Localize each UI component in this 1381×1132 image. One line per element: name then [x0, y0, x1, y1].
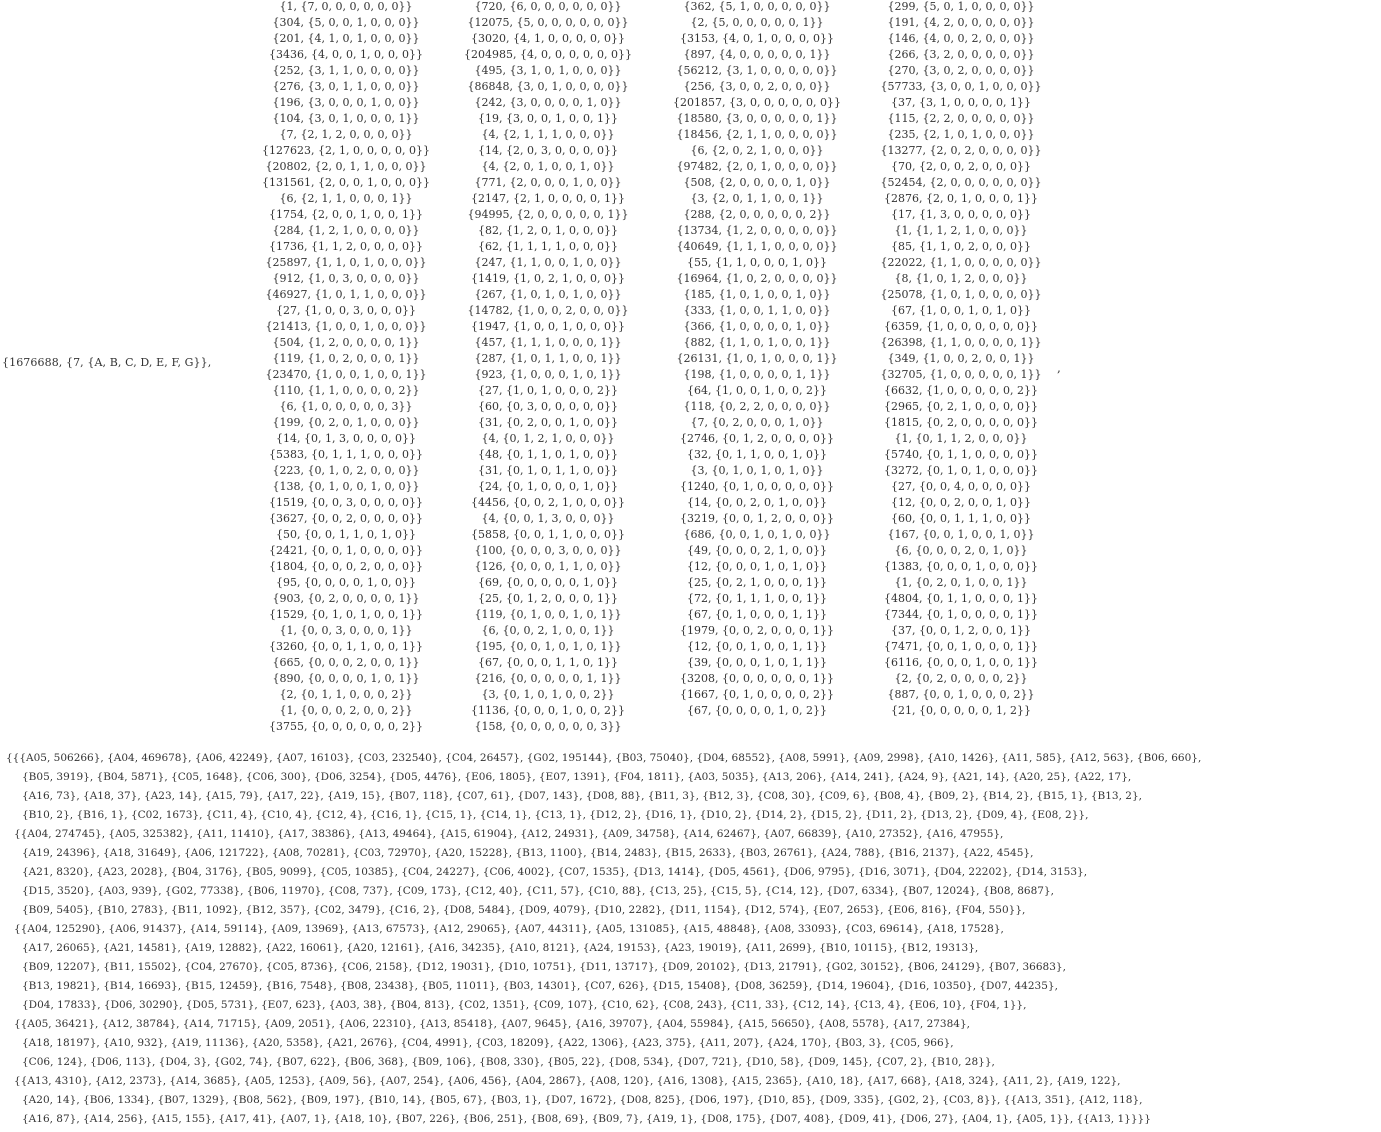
column-entry: {31, {0, 2, 0, 0, 1, 0, 0}}	[478, 416, 618, 429]
column-entry: {31, {0, 1, 0, 1, 1, 0, 0}}	[478, 464, 618, 477]
column-entry: {3260, {0, 0, 1, 1, 0, 0, 1}}	[269, 640, 423, 653]
output-prefix: {1676688, {7, {A, B, C, D, E, F, G}},	[2, 356, 212, 369]
column-entry: {1529, {0, 1, 0, 1, 0, 0, 1}}	[269, 608, 423, 621]
column-entry: {504, {1, 2, 0, 0, 0, 0, 1}}	[272, 336, 420, 349]
column-entry: {19, {3, 0, 0, 1, 0, 0, 1}}	[478, 112, 618, 125]
column-entry: {1754, {2, 0, 0, 1, 0, 0, 1}}	[269, 208, 423, 221]
column-entry: {27, {0, 0, 4, 0, 0, 0, 0}}	[891, 480, 1031, 493]
column-entry: {39, {0, 0, 0, 1, 0, 1, 1}}	[687, 656, 827, 669]
list-line: {{A13, 4310}, {A12, 2373}, {A14, 3685}, {A05, 1253}, {A09, 56}, {A07, 254}, {A06, 456}, {A04, 2867}, {A08, 120}, {A16, 1308}, {A15, 2365}, {A10, 18}, {A17, 668}, {A18, 324}, {A11, 2}, {A19, 122},	[14, 1075, 1121, 1087]
column-entry: {70, {2, 0, 0, 2, 0, 0, 0}}	[891, 160, 1031, 173]
column-entry: {97482, {2, 0, 1, 0, 0, 0, 0}}	[676, 160, 838, 173]
column-entry: {349, {1, 0, 0, 2, 0, 0, 1}}	[887, 352, 1035, 365]
column-entry: {37, {3, 1, 0, 0, 0, 0, 1}}	[891, 96, 1031, 109]
column-entry: {22022, {1, 1, 0, 0, 0, 0, 0}}	[880, 256, 1042, 269]
column-entry: {267, {1, 0, 1, 0, 1, 0, 0}}	[474, 288, 622, 301]
column-entry: {25897, {1, 1, 0, 1, 0, 0, 0}}	[265, 256, 427, 269]
list-line: {A20, 14}, {B06, 1334}, {B07, 1329}, {B08, 562}, {B09, 197}, {B10, 14}, {B05, 67}, {B03, 1}, {D07, 1672}, {D08, 825}, {D06, 197}, {D10, 85}, {D09, 335}, {G02, 2}, {C03, 8}}, {{A13, 351}, {A12, 118},	[22, 1094, 1143, 1106]
column-entry: {12, {0, 0, 1, 0, 0, 1, 1}}	[687, 640, 827, 653]
column-entry: {6632, {1, 0, 0, 0, 0, 0, 2}}	[884, 384, 1038, 397]
column-entry: {12075, {5, 0, 0, 0, 0, 0, 0}}	[467, 16, 629, 29]
column-entry: {110, {1, 1, 0, 0, 0, 0, 2}}	[272, 384, 420, 397]
column-entry: {82, {1, 2, 0, 1, 0, 0, 0}}	[478, 224, 618, 237]
list-line: {A19, 24396}, {A18, 31649}, {A06, 121722}, {A08, 70281}, {C03, 72970}, {A20, 15228}, {B13, 1100}, {B14, 2483}, {B15, 2633}, {B03, 26761}, {A24, 788}, {B16, 2137}, {A22, 4545},	[22, 847, 1034, 859]
column-entry: {24, {0, 1, 0, 0, 0, 1, 0}}	[478, 480, 618, 493]
column-entry: {25, {0, 2, 1, 0, 0, 0, 1}}	[687, 576, 827, 589]
column-entry: {4, {0, 1, 2, 1, 0, 0, 0}}	[481, 432, 615, 445]
column-entry: {69, {0, 0, 0, 0, 0, 1, 0}}	[478, 576, 618, 589]
column-entry: {62, {1, 1, 1, 1, 0, 0, 0}}	[478, 240, 618, 253]
column-entry: {67, {0, 0, 0, 0, 1, 0, 2}}	[687, 704, 827, 717]
column-entry: {1383, {0, 0, 0, 1, 0, 0, 0}}	[884, 560, 1038, 573]
column-entry: {6, {1, 0, 0, 0, 0, 0, 3}}	[279, 400, 413, 413]
column-entry: {201, {4, 1, 0, 1, 0, 0, 0}}	[272, 32, 420, 45]
column-entry: {14, {0, 1, 3, 0, 0, 0, 0}}	[276, 432, 416, 445]
column-entry: {912, {1, 0, 3, 0, 0, 0, 0}}	[272, 272, 420, 285]
column-entry: {40649, {1, 1, 1, 0, 0, 0, 0}}	[676, 240, 838, 253]
column-entry: {2, {0, 2, 0, 0, 0, 0, 2}}	[894, 672, 1028, 685]
column-entry: {8, {1, 0, 1, 2, 0, 0, 0}}	[894, 272, 1028, 285]
column-entry: {6, {0, 0, 2, 1, 0, 0, 1}}	[481, 624, 615, 637]
column-entry: {1136, {0, 0, 0, 1, 0, 0, 2}}	[471, 704, 625, 717]
list-line: {D15, 3520}, {A03, 939}, {G02, 77338}, {B06, 11970}, {C08, 737}, {C09, 173}, {C12, 40}, {C11, 57}, {C10, 88}, {C13, 25}, {C15, 5}, {C14, 12}, {D07, 6334}, {B07, 12024}, {B08, 8687},	[22, 885, 1054, 897]
column-entry: {2746, {0, 1, 2, 0, 0, 0, 0}}	[680, 432, 834, 445]
list-line: {B09, 5405}, {B10, 2783}, {B11, 1092}, {B12, 357}, {C02, 3479}, {C16, 2}, {D08, 5484}, {D09, 4079}, {D10, 2282}, {D11, 1154}, {D12, 574}, {E07, 2653}, {E06, 816}, {F04, 550}},	[22, 904, 1026, 916]
list-line: {B13, 19821}, {B14, 16693}, {B15, 12459}, {B16, 7548}, {B08, 23438}, {B05, 11011}, {B03, 14301}, {C07, 626}, {D15, 15408}, {D08, 36259}, {D14, 19604}, {D16, 10350}, {D07, 44235},	[22, 980, 1058, 992]
column-entry: {3272, {0, 1, 0, 1, 0, 0, 0}}	[884, 464, 1038, 477]
column-entry: {37, {0, 0, 1, 2, 0, 0, 1}}	[891, 624, 1031, 637]
column-entry: {48, {0, 1, 1, 0, 1, 0, 0}}	[478, 448, 618, 461]
column-entry: {27, {1, 0, 0, 3, 0, 0, 0}}	[276, 304, 416, 317]
list-line: {A17, 26065}, {A21, 14581}, {A19, 12882}, {A22, 16061}, {A20, 12161}, {A16, 34235}, {A10, 8121}, {A24, 19153}, {A23, 19019}, {A11, 2699}, {B10, 10115}, {B12, 19313},	[22, 942, 979, 954]
column-entry: {118, {0, 2, 2, 0, 0, 0, 0}}	[683, 400, 831, 413]
column-entry: {7344, {0, 1, 0, 0, 0, 0, 1}}	[884, 608, 1038, 621]
column-entry: {270, {3, 0, 2, 0, 0, 0, 0}}	[887, 64, 1035, 77]
column-entry: {1, {7, 0, 0, 0, 0, 0, 0}}	[279, 0, 413, 13]
column-entry: {14782, {1, 0, 0, 2, 0, 0, 0}}	[467, 304, 629, 317]
column-entry: {288, {2, 0, 0, 0, 0, 0, 2}}	[683, 208, 831, 221]
column-entry: {196, {3, 0, 0, 0, 1, 0, 0}}	[272, 96, 420, 109]
column-entry: {1, {0, 0, 0, 2, 0, 0, 2}}	[279, 704, 413, 717]
column-entry: {6, {2, 0, 2, 1, 0, 0, 0}}	[690, 144, 824, 157]
column-entry: {26131, {1, 0, 1, 0, 0, 0, 1}}	[676, 352, 838, 365]
column-entry: {720, {6, 0, 0, 0, 0, 0, 0}}	[474, 0, 622, 13]
column-entry: {72, {0, 1, 1, 1, 0, 0, 1}}	[687, 592, 827, 605]
column-entry: {115, {2, 2, 0, 0, 0, 0, 0}}	[887, 112, 1035, 125]
column-entry: {119, {1, 0, 2, 0, 0, 0, 1}}	[272, 352, 420, 365]
column-entry: {126, {0, 0, 0, 1, 1, 0, 0}}	[474, 560, 622, 573]
column-entry: {21413, {1, 0, 0, 1, 0, 0, 0}}	[265, 320, 427, 333]
column-entry: {119, {0, 1, 0, 0, 1, 0, 1}}	[474, 608, 622, 621]
list-line: {B10, 2}, {B16, 1}, {C02, 1673}, {C11, 4}, {C10, 4}, {C12, 4}, {C16, 1}, {C15, 1}, {C14, 1}, {C13, 1}, {D12, 2}, {D16, 1}, {D10, 2}, {D14, 2}, {D15, 2}, {D11, 2}, {D13, 2}, {D09, 4}, {E08, 2}},	[22, 809, 1089, 821]
column-entry: {284, {1, 2, 1, 0, 0, 0, 0}}	[272, 224, 420, 237]
column-entry: {6, {0, 0, 0, 2, 0, 1, 0}}	[894, 544, 1028, 557]
column-entry: {457, {1, 1, 1, 0, 0, 0, 1}}	[474, 336, 622, 349]
column-entry: {1, {1, 1, 2, 1, 0, 0, 0}}	[894, 224, 1028, 237]
column-entry: {204985, {4, 0, 0, 0, 0, 0, 0}}	[464, 48, 632, 61]
column-entry: {216, {0, 0, 0, 0, 0, 1, 1}}	[474, 672, 622, 685]
column-entry: {46927, {1, 0, 1, 1, 0, 0, 0}}	[265, 288, 427, 301]
column-entry: {299, {5, 0, 1, 0, 0, 0, 0}}	[887, 0, 1035, 13]
column-entry: {198, {1, 0, 0, 0, 0, 1, 1}}	[683, 368, 831, 381]
column-entry: {6, {2, 1, 1, 0, 0, 0, 1}}	[279, 192, 413, 205]
column-entry: {1, {0, 0, 3, 0, 0, 0, 1}}	[279, 624, 413, 637]
column-entry: {3436, {4, 0, 0, 1, 0, 0, 0}}	[269, 48, 423, 61]
column-entry: {897, {4, 0, 0, 0, 0, 0, 1}}	[683, 48, 831, 61]
list-line: {B09, 12207}, {B11, 15502}, {C04, 27670}, {C05, 8736}, {C06, 2158}, {D12, 19031}, {D10, 10751}, {D11, 13717}, {D09, 20102}, {D13, 21791}, {G02, 30152}, {B06, 24129}, {B07, 36683},	[22, 961, 1066, 973]
column-entry: {3, {2, 0, 1, 1, 0, 0, 1}}	[690, 192, 824, 205]
column-entry: {131561, {2, 0, 0, 1, 0, 0, 0}}	[262, 176, 430, 189]
column-entry: {3, {0, 1, 0, 1, 0, 0, 2}}	[481, 688, 615, 701]
column-entry: {32705, {1, 0, 0, 0, 0, 0, 1}}	[880, 368, 1042, 381]
column-entry: {4, {2, 1, 1, 1, 0, 0, 0}}	[481, 128, 615, 141]
column-entry: {366, {1, 0, 0, 0, 0, 1, 0}}	[683, 320, 831, 333]
column-entry: {56212, {3, 1, 0, 0, 0, 0, 0}}	[676, 64, 838, 77]
column-entry: {20802, {2, 0, 1, 1, 0, 0, 0}}	[265, 160, 427, 173]
column-entry: {25, {0, 1, 2, 0, 0, 0, 1}}	[478, 592, 618, 605]
list-line: {{A04, 125290}, {A06, 91437}, {A14, 59114}, {A09, 13969}, {A13, 67573}, {A12, 29065}, {A07, 44311}, {A05, 131085}, {A15, 48848}, {A08, 33093}, {C03, 69614}, {A18, 17528},	[14, 923, 1004, 935]
list-line: {{{A05, 506266}, {A04, 469678}, {A06, 42249}, {A07, 16103}, {C03, 232540}, {C04, 26457}, {G02, 195144}, {B03, 75040}, {D04, 68552}, {A08, 5991}, {A09, 2998}, {A10, 1426}, {A11, 585}, {A12, 563}, {B06, 660},	[6, 752, 1202, 764]
column-entry: {6116, {0, 0, 0, 1, 0, 0, 1}}	[884, 656, 1038, 669]
column-1	[241, 0, 451, 735]
column-entry: {191, {4, 2, 0, 0, 0, 0, 0}}	[887, 16, 1035, 29]
column-entry: {1804, {0, 0, 0, 2, 0, 0, 0}}	[269, 560, 423, 573]
column-entry: {32, {0, 1, 1, 0, 0, 1, 0}}	[687, 448, 827, 461]
column-entry: {201857, {3, 0, 0, 0, 0, 0, 0}}	[673, 96, 841, 109]
column-entry: {26398, {1, 1, 0, 0, 0, 0, 1}}	[880, 336, 1042, 349]
column-entry: {127623, {2, 1, 0, 0, 0, 0, 0}}	[262, 144, 430, 157]
column-entry: {3, {0, 1, 0, 1, 0, 1, 0}}	[690, 464, 824, 477]
column-entry: {495, {3, 1, 0, 1, 0, 0, 0}}	[474, 64, 622, 77]
column-entry: {12, {0, 0, 2, 0, 0, 1, 0}}	[891, 496, 1031, 509]
column-entry: {18580, {3, 0, 0, 0, 0, 0, 1}}	[676, 112, 838, 125]
column-entry: {21, {0, 0, 0, 0, 0, 1, 2}}	[891, 704, 1031, 717]
column-entry: {50, {0, 0, 1, 1, 0, 1, 0}}	[276, 528, 416, 541]
column-entry: {1947, {1, 0, 0, 1, 0, 0, 0}}	[471, 320, 625, 333]
column-entry: {887, {0, 0, 1, 0, 0, 0, 2}}	[887, 688, 1035, 701]
column-entry: {195, {0, 0, 1, 0, 1, 0, 1}}	[474, 640, 622, 653]
column-entry: {1419, {1, 0, 2, 1, 0, 0, 0}}	[471, 272, 625, 285]
column-entry: {508, {2, 0, 0, 0, 0, 1, 0}}	[683, 176, 831, 189]
column-entry: {242, {3, 0, 0, 0, 0, 1, 0}}	[474, 96, 622, 109]
column-entry: {14, {0, 0, 2, 0, 1, 0, 0}}	[687, 496, 827, 509]
list-line: {A16, 73}, {A18, 37}, {A23, 14}, {A15, 79}, {A17, 22}, {A19, 15}, {B07, 118}, {C07, 61}, {D07, 143}, {D08, 88}, {B11, 3}, {B12, 3}, {C08, 30}, {C09, 6}, {B08, 4}, {B09, 2}, {B14, 2}, {B15, 1}, {B13, 2},	[22, 790, 1142, 802]
column-entry: {146, {4, 0, 0, 2, 0, 0, 0}}	[887, 32, 1035, 45]
column-separator-comma: ,	[1057, 361, 1061, 375]
column-entry: {1240, {0, 1, 0, 0, 0, 0, 0}}	[680, 480, 834, 493]
column-entry: {235, {2, 1, 0, 1, 0, 0, 0}}	[887, 128, 1035, 141]
column-entry: {138, {0, 1, 0, 0, 1, 0, 0}}	[272, 480, 420, 493]
column-entry: {1815, {0, 2, 0, 0, 0, 0, 0}}	[884, 416, 1038, 429]
column-entry: {7471, {0, 0, 1, 0, 0, 0, 1}}	[884, 640, 1038, 653]
column-entry: {167, {0, 0, 1, 0, 0, 1, 0}}	[887, 528, 1035, 541]
column-entry: {4, {0, 0, 1, 3, 0, 0, 0}}	[481, 512, 615, 525]
list-line: {A18, 18197}, {A10, 932}, {A19, 11136}, {A20, 5358}, {A21, 2676}, {C04, 4991}, {C03, 18209}, {A22, 1306}, {A23, 375}, {A11, 207}, {A24, 170}, {B03, 3}, {C05, 966},	[22, 1037, 954, 1049]
column-entry: {18456, {2, 1, 1, 0, 0, 0, 0}}	[676, 128, 838, 141]
column-entry: {2421, {0, 0, 1, 0, 0, 0, 0}}	[269, 544, 423, 557]
column-entry: {2, {0, 1, 1, 0, 0, 0, 2}}	[279, 688, 413, 701]
column-entry: {14, {2, 0, 3, 0, 0, 0, 0}}	[478, 144, 618, 157]
column-entry: {199, {0, 2, 0, 1, 0, 0, 0}}	[272, 416, 420, 429]
list-line: {A16, 87}, {A14, 256}, {A15, 155}, {A17, 41}, {A07, 1}, {A18, 10}, {B07, 226}, {B06, 251}, {B08, 69}, {B09, 7}, {A19, 1}, {D08, 175}, {D07, 408}, {D09, 41}, {D06, 27}, {A04, 1}, {A05, 1}}, {{A13, 1}}}}	[22, 1113, 1151, 1125]
column-entry: {13277, {2, 0, 2, 0, 0, 0, 0}}	[880, 144, 1042, 157]
column-entry: {2, {5, 0, 0, 0, 0, 0, 1}}	[690, 16, 824, 29]
column-entry: {3020, {4, 1, 0, 0, 0, 0, 0}}	[471, 32, 625, 45]
column-2	[443, 0, 653, 735]
column-entry: {665, {0, 0, 0, 2, 0, 0, 1}}	[272, 656, 420, 669]
column-entry: {185, {1, 0, 1, 0, 0, 1, 0}}	[683, 288, 831, 301]
grouped-counts-list	[6, 749, 1381, 1129]
column-entry: {266, {3, 2, 0, 0, 0, 0, 0}}	[887, 48, 1035, 61]
column-4	[856, 0, 1066, 719]
column-entry: {2876, {2, 0, 1, 0, 0, 0, 1}}	[884, 192, 1038, 205]
column-entry: {252, {3, 1, 1, 0, 0, 0, 0}}	[272, 64, 420, 77]
column-entry: {52454, {2, 0, 0, 0, 0, 0, 0}}	[880, 176, 1042, 189]
column-entry: {1, {0, 2, 0, 1, 0, 0, 1}}	[894, 576, 1028, 589]
column-entry: {686, {0, 0, 1, 0, 1, 0, 0}}	[683, 528, 831, 541]
column-entry: {1736, {1, 1, 2, 0, 0, 0, 0}}	[269, 240, 423, 253]
column-entry: {67, {1, 0, 0, 1, 0, 1, 0}}	[891, 304, 1031, 317]
column-entry: {3627, {0, 0, 2, 0, 0, 0, 0}}	[269, 512, 423, 525]
column-entry: {4, {2, 0, 1, 0, 0, 1, 0}}	[481, 160, 615, 173]
column-entry: {3219, {0, 0, 1, 2, 0, 0, 0}}	[680, 512, 834, 525]
column-entry: {362, {5, 1, 0, 0, 0, 0, 0}}	[683, 0, 831, 13]
column-entry: {55, {1, 1, 0, 0, 0, 1, 0}}	[687, 256, 827, 269]
column-entry: {287, {1, 0, 1, 1, 0, 0, 1}}	[474, 352, 622, 365]
column-entry: {1, {0, 1, 1, 2, 0, 0, 0}}	[894, 432, 1028, 445]
column-entry: {1979, {0, 0, 2, 0, 0, 0, 1}}	[680, 624, 834, 637]
column-entry: {1519, {0, 0, 3, 0, 0, 0, 0}}	[269, 496, 423, 509]
column-entry: {25078, {1, 0, 1, 0, 0, 0, 0}}	[880, 288, 1042, 301]
column-entry: {13734, {1, 2, 0, 0, 0, 0, 0}}	[676, 224, 838, 237]
column-entry: {4456, {0, 0, 2, 1, 0, 0, 0}}	[471, 496, 625, 509]
column-entry: {104, {3, 0, 1, 0, 0, 0, 1}}	[272, 112, 420, 125]
column-entry: {86848, {3, 0, 1, 0, 0, 0, 0}}	[467, 80, 629, 93]
column-entry: {2965, {0, 2, 1, 0, 0, 0, 0}}	[884, 400, 1038, 413]
column-entry: {12, {0, 0, 0, 1, 0, 1, 0}}	[687, 560, 827, 573]
column-entry: {60, {0, 3, 0, 0, 0, 0, 0}}	[478, 400, 618, 413]
column-entry: {7, {0, 2, 0, 0, 0, 1, 0}}	[690, 416, 824, 429]
column-entry: {771, {2, 0, 0, 0, 1, 0, 0}}	[474, 176, 622, 189]
list-line: {{A04, 274745}, {A05, 325382}, {A11, 11410}, {A17, 38386}, {A13, 49464}, {A15, 61904}, {A12, 24931}, {A09, 34758}, {A14, 62467}, {A07, 66839}, {A10, 27352}, {A16, 47955},	[14, 828, 1004, 840]
column-entry: {1667, {0, 1, 0, 0, 0, 0, 2}}	[680, 688, 834, 701]
column-entry: {223, {0, 1, 0, 2, 0, 0, 0}}	[272, 464, 420, 477]
column-entry: {64, {1, 0, 0, 1, 0, 0, 2}}	[687, 384, 827, 397]
column-entry: {94995, {2, 0, 0, 0, 0, 0, 1}}	[467, 208, 629, 221]
column-entry: {304, {5, 0, 0, 1, 0, 0, 0}}	[272, 16, 420, 29]
column-entry: {67, {0, 0, 0, 1, 1, 0, 1}}	[478, 656, 618, 669]
column-entry: {5858, {0, 0, 1, 1, 0, 0, 0}}	[471, 528, 625, 541]
column-entry: {247, {1, 1, 0, 0, 1, 0, 0}}	[474, 256, 622, 269]
column-entry: {57733, {3, 0, 0, 1, 0, 0, 0}}	[880, 80, 1042, 93]
column-entry: {890, {0, 0, 0, 0, 1, 0, 1}}	[272, 672, 420, 685]
column-entry: {27, {1, 0, 1, 0, 0, 0, 2}}	[478, 384, 618, 397]
column-entry: {3208, {0, 0, 0, 0, 0, 0, 1}}	[680, 672, 834, 685]
column-entry: {923, {1, 0, 0, 0, 1, 0, 1}}	[474, 368, 622, 381]
column-entry: {256, {3, 0, 0, 2, 0, 0, 0}}	[683, 80, 831, 93]
list-line: {{A05, 36421}, {A12, 38784}, {A14, 71715}, {A09, 2051}, {A06, 22310}, {A13, 85418}, {A07, 9645}, {A16, 39707}, {A04, 55984}, {A15, 56650}, {A08, 5578}, {A17, 27384},	[14, 1018, 970, 1030]
column-entry: {2147, {2, 1, 0, 0, 0, 0, 1}}	[471, 192, 625, 205]
column-entry: {3755, {0, 0, 0, 0, 0, 0, 2}}	[269, 720, 423, 733]
column-entry: {6359, {1, 0, 0, 0, 0, 0, 0}}	[884, 320, 1038, 333]
column-entry: {5383, {0, 1, 1, 1, 0, 0, 0}}	[269, 448, 423, 461]
column-entry: {5740, {0, 1, 1, 0, 0, 0, 0}}	[884, 448, 1038, 461]
column-entry: {95, {0, 0, 0, 0, 1, 0, 0}}	[276, 576, 416, 589]
column-entry: {17, {1, 3, 0, 0, 0, 0, 0}}	[891, 208, 1031, 221]
column-entry: {49, {0, 0, 0, 2, 1, 0, 0}}	[687, 544, 827, 557]
column-entry: {60, {0, 0, 1, 1, 1, 0, 0}}	[891, 512, 1031, 525]
column-entry: {276, {3, 0, 1, 1, 0, 0, 0}}	[272, 80, 420, 93]
list-line: {D04, 17833}, {D06, 30290}, {D05, 5731}, {E07, 623}, {A03, 38}, {B04, 813}, {C02, 1351}, {C09, 107}, {C10, 62}, {C08, 243}, {C11, 33}, {C12, 14}, {C13, 4}, {E06, 10}, {F04, 1}},	[22, 999, 1027, 1011]
column-entry: {4804, {0, 1, 1, 0, 0, 0, 1}}	[884, 592, 1038, 605]
list-line: {A21, 8320}, {A23, 2028}, {B04, 3176}, {B05, 9099}, {C05, 10385}, {C04, 24227}, {C06, 4002}, {C07, 1535}, {D13, 1414}, {D05, 4561}, {D06, 9795}, {D16, 3071}, {D04, 22202}, {D14, 3153},	[22, 866, 1088, 878]
column-entry: {23470, {1, 0, 0, 1, 0, 0, 1}}	[265, 368, 427, 381]
column-entry: {882, {1, 1, 0, 1, 0, 0, 1}}	[683, 336, 831, 349]
column-entry: {7, {2, 1, 2, 0, 0, 0, 0}}	[279, 128, 413, 141]
list-line: {B05, 3919}, {B04, 5871}, {C05, 1648}, {C06, 300}, {D06, 3254}, {D05, 4476}, {E06, 1805}, {E07, 1391}, {F04, 1811}, {A03, 5035}, {A13, 206}, {A14, 241}, {A24, 9}, {A21, 14}, {A20, 25}, {A22, 17},	[22, 771, 1132, 783]
column-entry: {100, {0, 0, 0, 3, 0, 0, 0}}	[474, 544, 622, 557]
list-line: {C06, 124}, {D06, 113}, {D04, 3}, {G02, 74}, {B07, 622}, {B06, 368}, {B09, 106}, {B08, 330}, {B05, 22}, {D08, 534}, {D07, 721}, {D10, 58}, {D09, 145}, {C07, 2}, {B10, 28}},	[22, 1056, 995, 1068]
column-entry: {85, {1, 1, 0, 2, 0, 0, 0}}	[891, 240, 1031, 253]
column-entry: {16964, {1, 0, 2, 0, 0, 0, 0}}	[676, 272, 838, 285]
column-entry: {903, {0, 2, 0, 0, 0, 0, 1}}	[272, 592, 420, 605]
column-entry: {158, {0, 0, 0, 0, 0, 0, 3}}	[474, 720, 622, 733]
column-3	[652, 0, 862, 719]
column-entry: {333, {1, 0, 0, 1, 1, 0, 0}}	[683, 304, 831, 317]
column-entry: {67, {0, 1, 0, 0, 0, 1, 1}}	[687, 608, 827, 621]
column-entry: {3153, {4, 0, 1, 0, 0, 0, 0}}	[680, 32, 834, 45]
